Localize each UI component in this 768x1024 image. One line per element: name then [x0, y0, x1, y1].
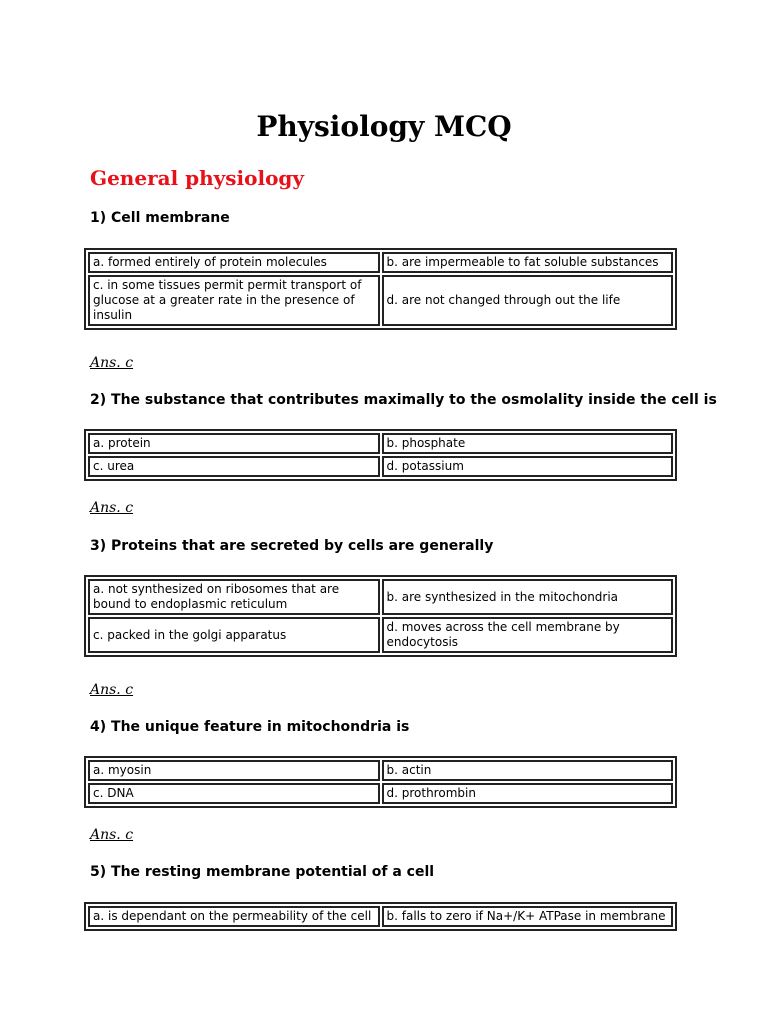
- option-b: b. are synthesized in the mitochondria: [382, 579, 674, 615]
- option-a: a. protein: [88, 433, 380, 454]
- table-row: [88, 456, 673, 477]
- question-3: 3) Proteins that are secreted by cells are generally: [90, 538, 494, 554]
- question-2: 2) The substance that contributes maximally to the osmolality inside the cell is: [90, 392, 717, 408]
- option-b: b. phosphate: [382, 433, 674, 454]
- answer-2: Ans. c: [90, 500, 134, 516]
- option-a: a. not synthesized on ribosomes that are bound to endoplasmic reticulum: [88, 579, 380, 615]
- option-b: b. actin: [382, 760, 674, 781]
- table-row: [88, 252, 673, 273]
- question-1: 1) Cell membrane: [90, 210, 230, 226]
- question-4: 4) The unique feature in mitochondria is: [90, 719, 410, 735]
- option-a: a. myosin: [88, 760, 380, 781]
- table-row: [88, 617, 673, 653]
- section-heading: General physiology: [90, 166, 305, 190]
- question-5: 5) The resting membrane potential of a cell: [90, 864, 435, 880]
- option-c: c. packed in the golgi apparatus: [88, 617, 380, 653]
- options-table-3: [84, 575, 677, 657]
- option-b: b. are impermeable to fat soluble substances: [382, 252, 674, 273]
- option-a: a. formed entirely of protein molecules: [88, 252, 380, 273]
- answer-4: Ans. c: [90, 827, 134, 843]
- option-c: c. in some tissues permit permit transport of glucose at a greater rate in the presence of insulin: [88, 275, 380, 326]
- answer-1: Ans. c: [90, 355, 134, 371]
- option-a: a. is dependant on the permeability of the cell: [88, 906, 380, 927]
- option-c: c. urea: [88, 456, 380, 477]
- table-row: [88, 275, 673, 326]
- table-row: [88, 433, 673, 454]
- option-d: d. prothrombin: [382, 783, 674, 804]
- options-table-2: [84, 429, 677, 481]
- option-d: d. potassium: [382, 456, 674, 477]
- page-title: Physiology MCQ: [256, 110, 512, 143]
- table-row: [88, 579, 673, 615]
- option-b: b. falls to zero if Na+/K+ ATPase in membrane: [382, 906, 674, 927]
- option-d: d. moves across the cell membrane by endocytosis: [382, 617, 674, 653]
- options-table-1: [84, 248, 677, 330]
- table-row: [88, 760, 673, 781]
- table-row: [88, 906, 673, 927]
- answer-3: Ans. c: [90, 682, 134, 698]
- options-table-4: [84, 756, 677, 808]
- options-table-5: [84, 902, 677, 931]
- option-c: c. DNA: [88, 783, 380, 804]
- option-d: d. are not changed through out the life: [382, 275, 674, 326]
- table-row: [88, 783, 673, 804]
